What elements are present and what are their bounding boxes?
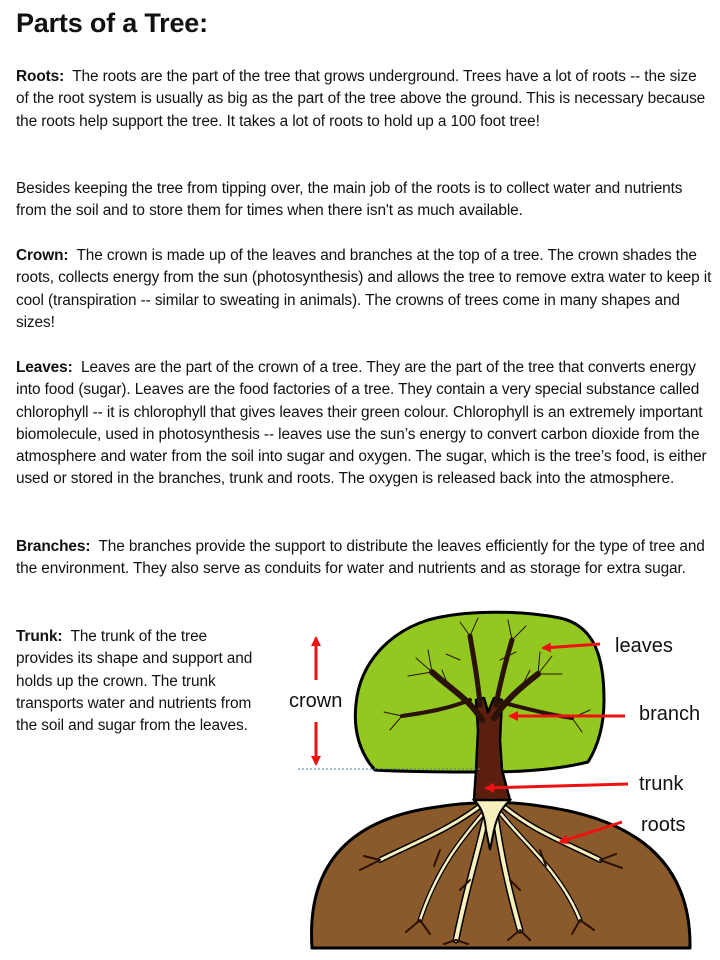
trunk-text: The trunk of the tree provides its shape and support and holds up the crown. The trunk transports water and nutrients from the soil and sugar from the leaves. — [16, 628, 253, 735]
branches-text: The branches provide the support to distribute the leaves efficiently for the type of tree and the environment. They also serve as conduits for water and nutrients and as storage for extra sugar. — [16, 538, 705, 578]
trunk-arrow — [486, 784, 628, 788]
crown-label: crown — [289, 690, 343, 712]
roots-heading: Roots: — [16, 68, 65, 85]
crown-heading: Crown: — [16, 247, 69, 264]
roots-paragraph — [16, 66, 712, 133]
roots-paragraph-2: Besides keeping the tree from tipping over, the main job of the roots is to collect water and nutrients from the soil and to store them for times when there isn't as much available. — [16, 180, 683, 220]
roots-text: The roots are the part of the tree that grows underground. Trees have a lot of roots -- the size of the root system is usually as big as the part of the tree above the ground. This is necessary because the roots help support the tree. It takes a lot of roots to hold up a 100 foot tree! — [16, 68, 706, 130]
tree-diagram — [0, 600, 720, 960]
leaves-heading: Leaves: — [16, 359, 73, 376]
crown-paragraph — [16, 245, 712, 334]
page-title: Parts of a Tree: — [16, 8, 208, 38]
branch-label: branch — [639, 703, 701, 725]
trunk-heading: Trunk: — [16, 628, 63, 645]
roots-label: roots — [641, 814, 686, 836]
crown-text: The crown is made up of the leaves and branches at the top of a tree. The crown shades the roots, collects energy from the sun (photosynthesis) and allows the tree to remove extra water to keep it cool (transpiration -- similar to sweating in animals). The crowns of trees come in many shapes and sizes! — [16, 247, 712, 331]
leaves-label: leaves — [615, 635, 673, 657]
branches-paragraph — [16, 536, 712, 581]
soil-mound — [312, 802, 691, 948]
leaves-text: Leaves are the part of the crown of a tree. They are the part of the tree that converts energy into food (sugar). Leaves are the food factories of a tree. They contain a very special substance called chlorophyll -- it is chlorophyll that gives leaves their green colour. Chlorophyll is an extremely important biomolecule, used in photosynthesis -- leaves use the sun’s energy to convert carbon dioxide from the atmosphere and water from the soil into sugar and oxygen. The sugar, which is the tree’s food, is either used or stored in the branches, trunk and roots. The oxygen is released back into the atmosphere. — [16, 359, 707, 488]
trunk-label: trunk — [639, 773, 684, 795]
branches-heading: Branches: — [16, 538, 91, 555]
leaves-paragraph — [16, 357, 712, 491]
